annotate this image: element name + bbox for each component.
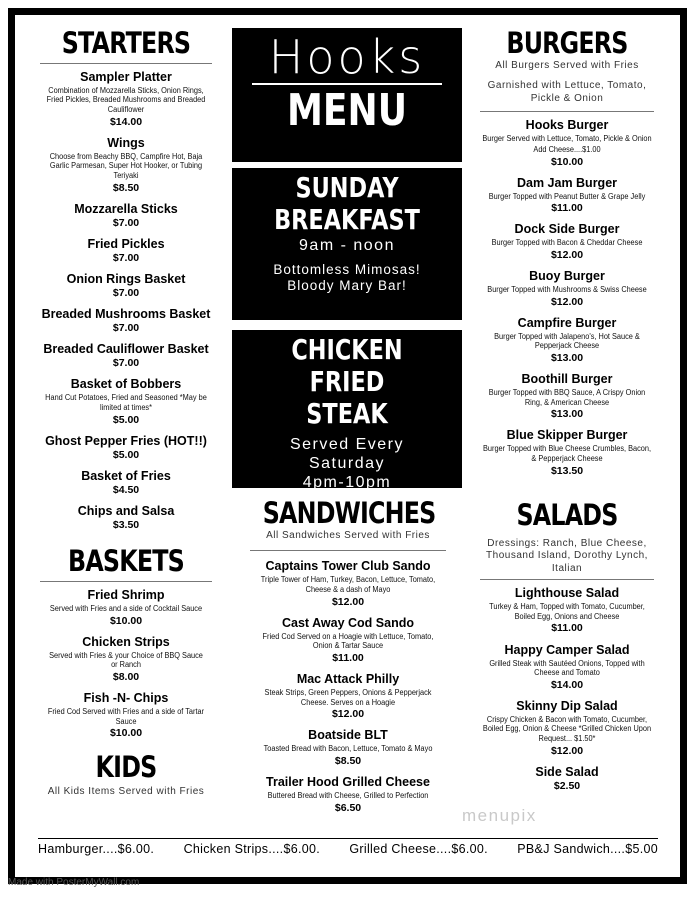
menu-item-name: Side Salad — [535, 764, 599, 779]
menu-item-price: $10.00 — [109, 614, 143, 627]
burgers-list — [472, 118, 662, 477]
menu-item — [38, 504, 214, 532]
menu-item-name: Boatside BLT — [308, 728, 388, 743]
menu-item — [244, 559, 452, 608]
menu-item-description: Choose from Beachy BBQ, Campfire Hot, Baja Garlic Parmesan, Super Hot Hooker, or Tubing Teriyaki — [49, 151, 203, 180]
menu-item — [244, 616, 452, 665]
menu-item — [38, 237, 214, 265]
sunday-breakfast-box — [232, 168, 462, 320]
footer-item-hamburger: Hamburger....$6.00. — [38, 842, 155, 856]
menu-item-name: Breaded Cauliflower Basket — [43, 342, 209, 357]
menu-item-name: Blue Skipper Burger — [506, 428, 628, 443]
footer-item-chicken-strips: Chicken Strips....$6.00. — [183, 842, 320, 856]
cfs-title-line1: CHICKEN FRIED — [291, 333, 403, 399]
made-with-credit: Made with PosterMyWall.com — [8, 877, 140, 888]
menu-item-description: Buttered Bread with Cheese, Grilled to Perfection — [267, 791, 429, 801]
menu-item-name: Captains Tower Club Sando — [265, 559, 431, 574]
salads-list — [472, 586, 662, 793]
salads-title: SALADS — [516, 497, 618, 532]
menu-item — [472, 586, 662, 635]
menu-item — [38, 136, 214, 195]
kids-menu-footer — [38, 842, 658, 856]
menu-item-name: Boothill Burger — [521, 372, 613, 387]
burgers-subtitle-garnish: Garnished with Lettuce, Tomato, Pickle & Onion — [487, 80, 647, 104]
restaurant-name: Hooks — [268, 30, 426, 84]
menu-item-price: $10.00 — [550, 155, 584, 168]
menu-item — [38, 272, 214, 300]
menu-item-price: $11.00 — [551, 202, 583, 215]
menu-item — [38, 307, 214, 335]
cfs-time: 4pm-10pm — [302, 473, 392, 491]
burgers-subtitle-fries: All Burgers Served with Fries — [495, 59, 639, 71]
divider — [40, 63, 212, 64]
kids-title: KIDS — [95, 750, 157, 785]
menu-item-description: Toasted Bread with Bacon, Lettuce, Tomato & Mayo — [263, 744, 433, 754]
menu-item-name: Campfire Burger — [517, 315, 617, 330]
menu-item-price: $11.00 — [551, 622, 583, 635]
salads-dressings: Dressings: Ranch, Blue Cheese, Thousand Island, Dorothy Lynch, Italian — [486, 537, 648, 574]
menu-item-name: Happy Camper Salad — [504, 642, 630, 657]
sunday-title-line2: BREAKFAST — [274, 203, 420, 237]
menu-item-name: Buoy Burger — [529, 269, 605, 284]
menu-item-name: Fried Shrimp — [87, 587, 165, 602]
menu-item-price: $6.50 — [334, 801, 362, 814]
menu-item-description: Combination of Mozzarella Sticks, Onion Rings, Fried Pickles, Breaded Mushrooms and Breaded Cauliflower — [46, 85, 206, 115]
menu-item-name: Lighthouse Salad — [514, 586, 620, 601]
menu-item — [472, 118, 662, 168]
footer-item-grilled-cheese: Grilled Cheese....$6.00. — [349, 842, 488, 856]
menu-item-price: $5.00 — [112, 413, 140, 426]
menu-item-price: $7.00 — [112, 251, 140, 264]
footer-item-pbj: PB&J Sandwich....$5.00 — [517, 842, 658, 856]
menu-item-name: Sampler Platter — [80, 69, 172, 84]
divider — [480, 111, 654, 112]
sandwiches-title: SANDWICHES — [262, 496, 436, 530]
menu-item — [38, 691, 214, 740]
menu-item — [472, 222, 662, 262]
menu-item-price: $2.50 — [553, 779, 581, 792]
menu-item-price: $12.00 — [331, 708, 365, 721]
menu-item-price: $8.50 — [334, 754, 362, 767]
baskets-list — [38, 588, 214, 740]
menu-item-price: $8.50 — [112, 181, 140, 194]
menu-item — [38, 202, 214, 230]
menu-item — [38, 635, 214, 684]
kids-subtitle: All Kids Items Served with Fries — [47, 786, 205, 798]
menu-item-price: $7.00 — [112, 322, 140, 335]
menu-item — [472, 428, 662, 477]
menu-item-name: Trailer Hood Grilled Cheese — [266, 775, 430, 790]
right-column — [472, 28, 662, 800]
cfs-title-line2: STEAK — [306, 397, 388, 431]
menu-item-price: $13.00 — [550, 352, 584, 365]
sandwiches-list — [244, 559, 452, 814]
menu-item — [472, 699, 662, 758]
sunday-bloody-mary: Bloody Mary Bar! — [287, 278, 407, 294]
cfs-served-every: Served Every — [289, 435, 405, 453]
menu-item-description: Burger Topped with Blue Cheese Crumbles, Bacon, & Pepperjack Cheese — [482, 444, 652, 464]
left-column — [38, 28, 214, 799]
menu-item-price: $12.00 — [550, 295, 584, 308]
menu-item-description: Turkey & Ham, Topped with Tomato, Cucumber, Boiled Egg, Onions and Cheese — [489, 602, 645, 621]
menu-item-price: $14.00 — [550, 678, 584, 691]
menu-item-price: $12.00 — [550, 249, 584, 262]
menu-item-description: Triple Tower of Ham, Turkey, Bacon, Lettuce, Tomato, Cheese & a dash of Mayo — [260, 575, 436, 594]
sunday-title-line1: SUNDAY — [295, 171, 399, 204]
menu-item — [244, 672, 452, 721]
menu-item-price: $7.00 — [112, 286, 140, 299]
menu-item — [38, 469, 214, 497]
menu-item — [472, 372, 662, 421]
menu-item — [38, 377, 214, 426]
divider — [250, 550, 446, 551]
menu-item-price: $12.00 — [550, 744, 584, 757]
menu-item-description: Burger Topped with Jalapeno's, Hot Sauce & Pepperjack Cheese — [494, 331, 640, 351]
menu-item-price: $7.00 — [112, 216, 140, 229]
sunday-time: 9am - noon — [299, 237, 395, 255]
menu-item-price: $11.00 — [332, 651, 364, 664]
burgers-title: BURGERS — [506, 26, 628, 60]
menu-item — [38, 434, 214, 462]
menu-item-name: Mac Attack Philly — [296, 672, 400, 687]
menu-item — [38, 588, 214, 628]
footer-divider — [38, 838, 658, 839]
menu-item-price: $13.50 — [550, 464, 584, 477]
menu-item-name: Chicken Strips — [82, 634, 170, 649]
menu-item-description: Steak Strips, Green Peppers, Onions & Pepperjack Cheese. Serves on a Hoagie — [264, 688, 432, 707]
divider — [480, 579, 654, 580]
sandwiches-subtitle: All Sandwiches Served with Fries — [266, 529, 430, 541]
menu-item-description: Burger Topped with Mushrooms & Swiss Cheese — [487, 285, 647, 295]
menu-item-description: Burger Served with Lettuce, Tomato, Pickle & Onion — [482, 134, 652, 144]
menu-item-description: Served with Fries and a side of Cocktail Sauce — [49, 603, 203, 613]
menu-item-price: $8.00 — [112, 670, 140, 683]
menu-item-price: $10.00 — [109, 727, 143, 740]
menu-item-name: Basket of Bobbers — [70, 377, 182, 392]
menu-item-name: Breaded Mushrooms Basket — [41, 307, 211, 322]
menu-item-name: Skinny Dip Salad — [516, 698, 618, 713]
hooks-menu-banner — [232, 28, 462, 162]
sunday-mimosas: Bottomless Mimosas! — [273, 261, 421, 277]
menu-item-description: Grilled Steak with Sautéed Onions, Topped with Cheese and Tomato — [489, 658, 645, 678]
menu-item-name: Mozzarella Sticks — [74, 201, 178, 216]
menu-item — [472, 269, 662, 309]
menu-item-price: $14.00 — [109, 115, 143, 128]
menu-item-price: $3.50 — [112, 518, 140, 531]
menu-item-description: Fried Cod Served on a Hoagie with Lettuce, Tomato, Onion & Tartar Sauce — [262, 631, 434, 651]
menu-item-price: $4.50 — [112, 483, 140, 496]
menu-item-name: Ghost Pepper Fries (HOT!!) — [45, 433, 207, 448]
menu-item — [472, 643, 662, 692]
menu-item — [244, 728, 452, 768]
menu-item-description: Fried Cod Served with Fries and a side of Tartar Sauce — [47, 706, 205, 726]
menupix-watermark: menupix — [462, 806, 537, 825]
menu-item-name: Chips and Salsa — [77, 503, 175, 518]
chicken-fried-steak-box — [232, 330, 462, 491]
cfs-day: Saturday — [308, 454, 386, 472]
menu-item-description: Burger Topped with BBQ Sauce, A Crispy Onion Ring, & American Cheese — [488, 388, 646, 407]
menu-item-name: Onion Rings Basket — [66, 271, 186, 286]
menu-item-description: Burger Topped with Bacon & Cheddar Cheese — [491, 238, 643, 248]
menu-item-name: Basket of Fries — [81, 468, 171, 483]
menu-item-price: $5.00 — [112, 448, 140, 461]
menu-item-name: Cast Away Cod Sando — [282, 615, 414, 630]
menu-item-name: Fried Pickles — [87, 236, 165, 251]
menu-item-name: Dam Jam Burger — [516, 175, 618, 190]
menu-item — [472, 765, 662, 793]
starters-title: STARTERS — [61, 26, 191, 60]
menu-item-price: $7.00 — [112, 357, 140, 370]
menu-item — [38, 70, 214, 129]
menu-item-name: Dock Side Burger — [514, 222, 620, 237]
sandwiches-section — [244, 498, 452, 822]
menu-item — [472, 176, 662, 216]
menu-item-name: Fish -N- Chips — [83, 690, 169, 705]
menu-item-description: Hand Cut Potatoes, Fried and Seasoned *May be limited at times* — [45, 393, 207, 412]
menu-item — [472, 316, 662, 365]
menu-item-price: $13.00 — [550, 408, 584, 421]
divider — [40, 581, 212, 582]
menu-item-description: Crispy Chicken & Bacon with Tomato, Cucumber, Boiled Egg, Onion & Cheese *Grilled Chicken Upon Request... $1.50* — [482, 714, 652, 743]
menu-item-name: Wings — [107, 135, 145, 150]
menu-item-extra: Add Cheese....$1.00 — [533, 144, 601, 154]
menu-item — [244, 775, 452, 815]
menu-item-name: Hooks Burger — [525, 118, 609, 133]
menu-item-price: $12.00 — [331, 595, 365, 608]
menu-item — [38, 342, 214, 370]
menu-item-description: Served with Fries & your Choice of BBQ Sauce or Ranch — [49, 650, 203, 670]
menu-heading: MENU — [286, 84, 408, 136]
menu-item-description: Burger Topped with Peanut Butter & Grape Jelly — [488, 191, 646, 201]
starters-list — [38, 70, 214, 532]
baskets-title: BASKETS — [68, 544, 184, 579]
